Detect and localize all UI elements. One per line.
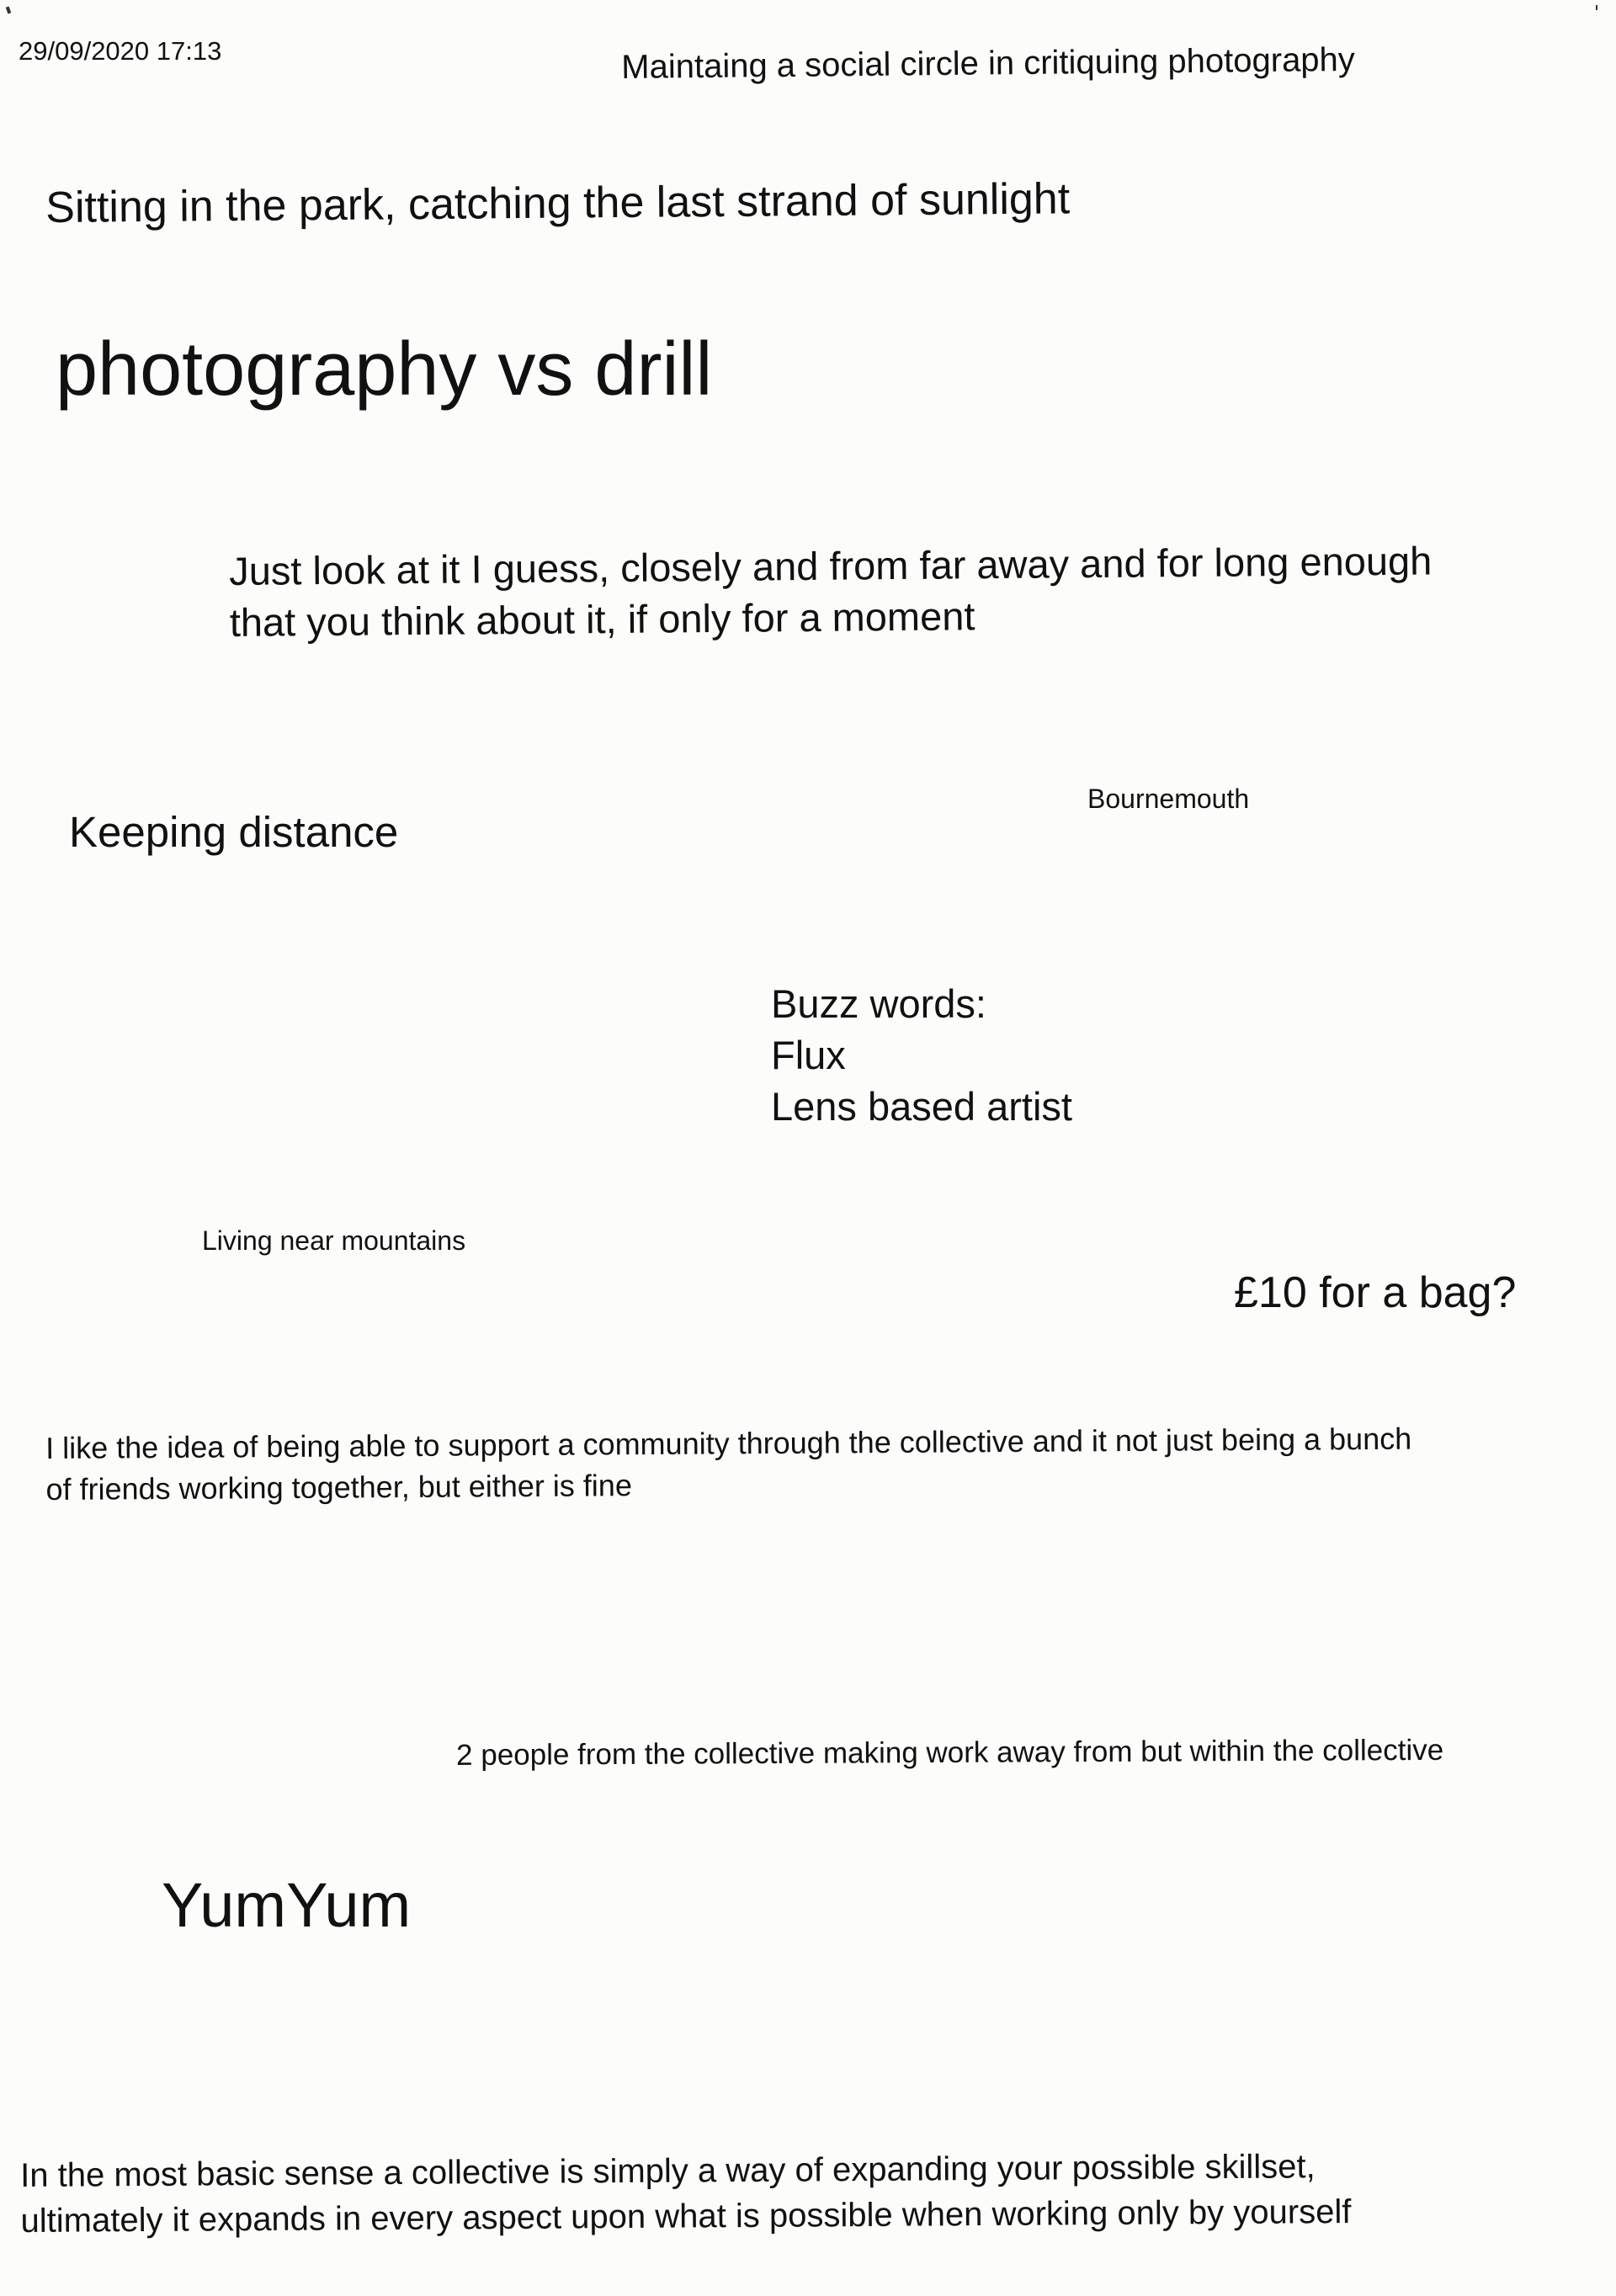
print-speck	[1596, 5, 1597, 10]
headline: photography vs drill	[56, 327, 713, 412]
living-near-mountains-text: Living near mountains	[202, 1225, 466, 1256]
support-paragraph	[45, 1417, 1561, 1510]
bournemouth-text: Bournemouth	[1087, 784, 1250, 814]
support-paragraph-line: of friends working together, but either is fine	[45, 1467, 633, 1507]
two-people-text: 2 people from the collective making work away from but within the collective	[456, 1733, 1444, 1772]
support-paragraph-line: I like the idea of being able to support a community through the collective and it not just being a bunch	[45, 1421, 1412, 1465]
collective-paragraph-line: ultimately it expands in every aspect upon what is possible when working only by yourself	[20, 2192, 1352, 2240]
park-line: Sitting in the park, catching the last strand of sunlight	[45, 174, 1071, 232]
yumyum-text: YumYum	[162, 1870, 412, 1940]
buzz-words-title: Buzz words:	[771, 981, 986, 1026]
bag-price-text: £10 for a bag?	[1234, 1268, 1517, 1317]
collective-paragraph-line: In the most basic sense a collective is simply a way of expanding your possible skillset,	[20, 2148, 1316, 2194]
look-paragraph-line: that you think about it, if only for a moment	[229, 593, 975, 646]
buzz-word-item: Lens based artist	[771, 1084, 1072, 1129]
top-heading: Maintaing a social circle in critiquing photography	[621, 40, 1356, 86]
buzz-word-item: Flux	[771, 1033, 846, 1078]
keeping-distance-text: Keeping distance	[69, 808, 399, 856]
look-paragraph	[229, 534, 1560, 648]
look-paragraph-line: Just look at it I guess, closely and from far away and for long enough	[229, 538, 1433, 593]
timestamp: 29/09/2020 17:13	[19, 36, 222, 66]
print-speck	[6, 7, 11, 14]
collective-paragraph	[20, 2142, 1578, 2244]
buzz-words-list	[771, 978, 1360, 1132]
